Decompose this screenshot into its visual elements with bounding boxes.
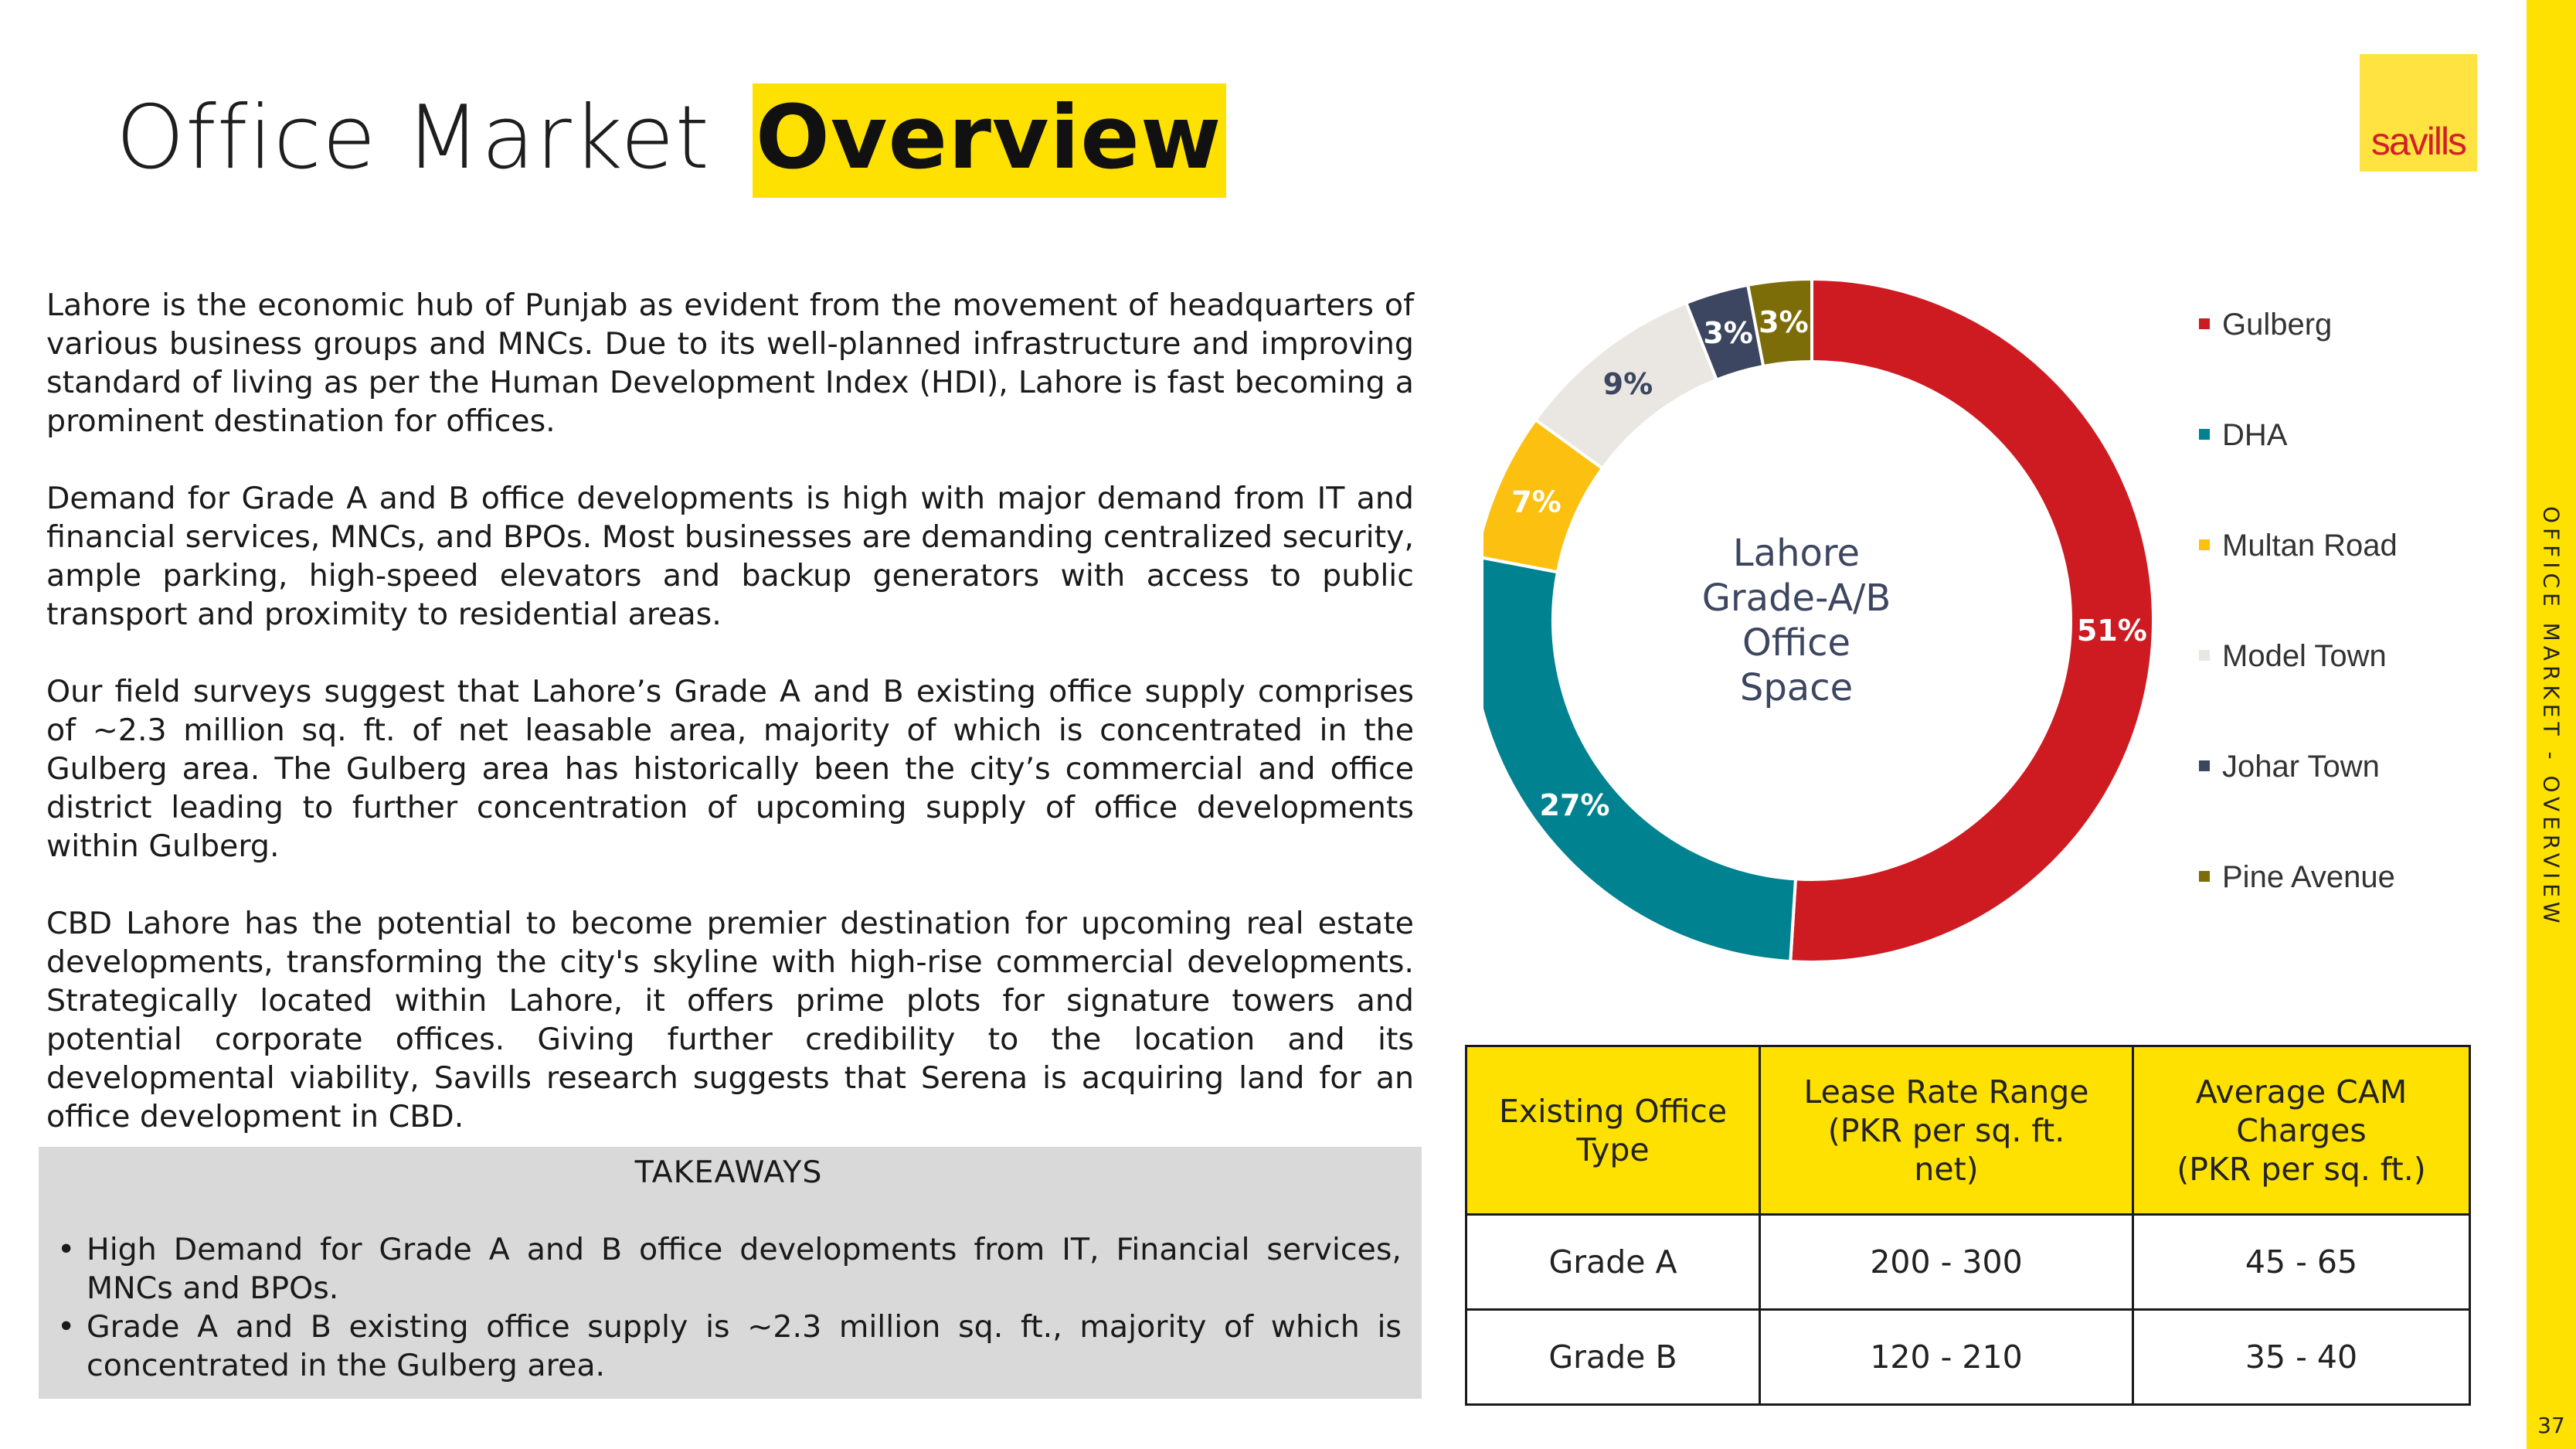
savills-logo xyxy=(2360,54,2477,172)
title-plain: Office Market xyxy=(116,87,739,189)
donut-center-label: Space xyxy=(1739,666,1854,709)
paragraph: CBD Lahore has the potential to become premier destination for upcoming real estate developments, transforming the city's skyline with high-rise commercial developments. Strategically located within Lahore, it offers prime plots for signature towers and potential corporate offices. Giving further credibility to the location and its developmental viability, Savills research suggests that Serena is acquiring land for an office development in CBD. xyxy=(46,906,1414,1134)
takeaways-heading: TAKEAWAYS xyxy=(634,1155,823,1190)
legend-swatch xyxy=(2199,318,2210,329)
donut-data-label: 51% xyxy=(2076,614,2147,648)
donut-center-label: Lahore xyxy=(1732,532,1861,575)
paragraph: Demand for Grade A and B office developments is high with major demand from IT and financial services, MNCs, and BPOs. Most businesses are demanding centralized security, ample parking, high-speed elevators and backup generators with access to public transport and proximity to residential areas. xyxy=(46,481,1414,632)
table-header-cell xyxy=(2133,1046,2470,1215)
takeaways-box xyxy=(39,1147,1422,1399)
donut-data-label: 7% xyxy=(1511,485,1562,519)
legend-label: Pine Avenue xyxy=(2222,860,2395,894)
donut-data-label: 3% xyxy=(1759,305,1809,340)
paragraph: Our field surveys suggest that Lahore’s Grade A and B existing office supply comprises of ~2.3 million sq. ft. of net leasable area, majority of which is concentrated in the Gulberg area. The Gulberg area has historically been the city’s commercial and office district leading to further concentration of upcoming supply of office developments within Gulberg. xyxy=(46,674,1414,864)
header-line: (PKR per sq. ft. xyxy=(1827,1111,2065,1149)
table-header-row xyxy=(1466,1046,2470,1215)
page-number: 37 xyxy=(2537,1413,2565,1438)
body-text xyxy=(46,286,1414,1175)
legend-swatch xyxy=(2199,539,2210,550)
table-row xyxy=(1466,1215,2470,1310)
donut-chart-svg xyxy=(1483,267,2163,978)
legend-label: Multan Road xyxy=(2222,529,2398,563)
legend-swatch xyxy=(2199,760,2210,771)
table-header-cell xyxy=(1466,1046,1760,1215)
table-cell: 35 - 40 xyxy=(2133,1310,2470,1405)
legend-swatch xyxy=(2199,871,2210,882)
takeaways-list xyxy=(56,1230,1402,1385)
header-line: Average CAM xyxy=(2195,1073,2408,1111)
header-line: (PKR per sq. ft.) xyxy=(2177,1150,2426,1188)
paragraph: Lahore is the economic hub of Punjab as evident from the movement of headquarters of various business groups and MNCs. Due to its well-planned infrastructure and improving standard of living as per the Human Development Index (HDI), Lahore is fast becoming a prominent destination for offices. xyxy=(46,287,1414,439)
header-line: Existing Office xyxy=(1498,1092,1728,1130)
table-cell: 200 - 300 xyxy=(1760,1215,2133,1310)
table-header-cell xyxy=(1760,1046,2133,1215)
donut-center-label: Grade-A/B xyxy=(1701,577,1891,620)
header-line: Charges xyxy=(2236,1111,2367,1149)
legend-swatch xyxy=(2199,650,2210,661)
section-sidebar xyxy=(2527,0,2576,1449)
donut-data-label: 3% xyxy=(1703,315,1753,350)
logo-text: savills xyxy=(2370,120,2466,163)
table-cell: 120 - 210 xyxy=(1760,1310,2133,1405)
legend-swatch xyxy=(2199,429,2210,440)
table-cell: Grade A xyxy=(1466,1215,1760,1310)
donut-chart xyxy=(1483,267,2163,978)
table-row xyxy=(1466,1310,2470,1405)
takeaway-bullet: • High Demand for Grade A and B office developments from IT, Financial services, MNCs and BPOs. xyxy=(56,1230,1402,1308)
section-label: OFFICE MARKET - OVERVIEW xyxy=(2538,506,2564,928)
page-title xyxy=(116,87,1226,189)
takeaway-bullet: • Grade A and B existing office supply is ~2.3 million sq. ft., majority of which is concentrated in the Gulberg area. xyxy=(56,1308,1402,1385)
lease-rate-table xyxy=(1465,1045,2471,1406)
legend-label: Gulberg xyxy=(2222,308,2333,342)
title-highlight: Overview xyxy=(753,83,1227,198)
header-line: Lease Rate Range xyxy=(1803,1073,2089,1111)
table-cell: 45 - 65 xyxy=(2133,1215,2470,1310)
legend-label: Johar Town xyxy=(2222,750,2380,784)
header-line: net) xyxy=(1914,1150,1979,1188)
donut-center-label: Office xyxy=(1742,621,1851,665)
header-line: Type xyxy=(1576,1131,1650,1168)
legend-label: DHA xyxy=(2222,418,2288,452)
donut-data-label: 9% xyxy=(1602,367,1653,402)
table-cell: Grade B xyxy=(1466,1310,1760,1405)
legend-label: Model Town xyxy=(2222,639,2387,673)
donut-data-label: 27% xyxy=(1539,788,1610,823)
